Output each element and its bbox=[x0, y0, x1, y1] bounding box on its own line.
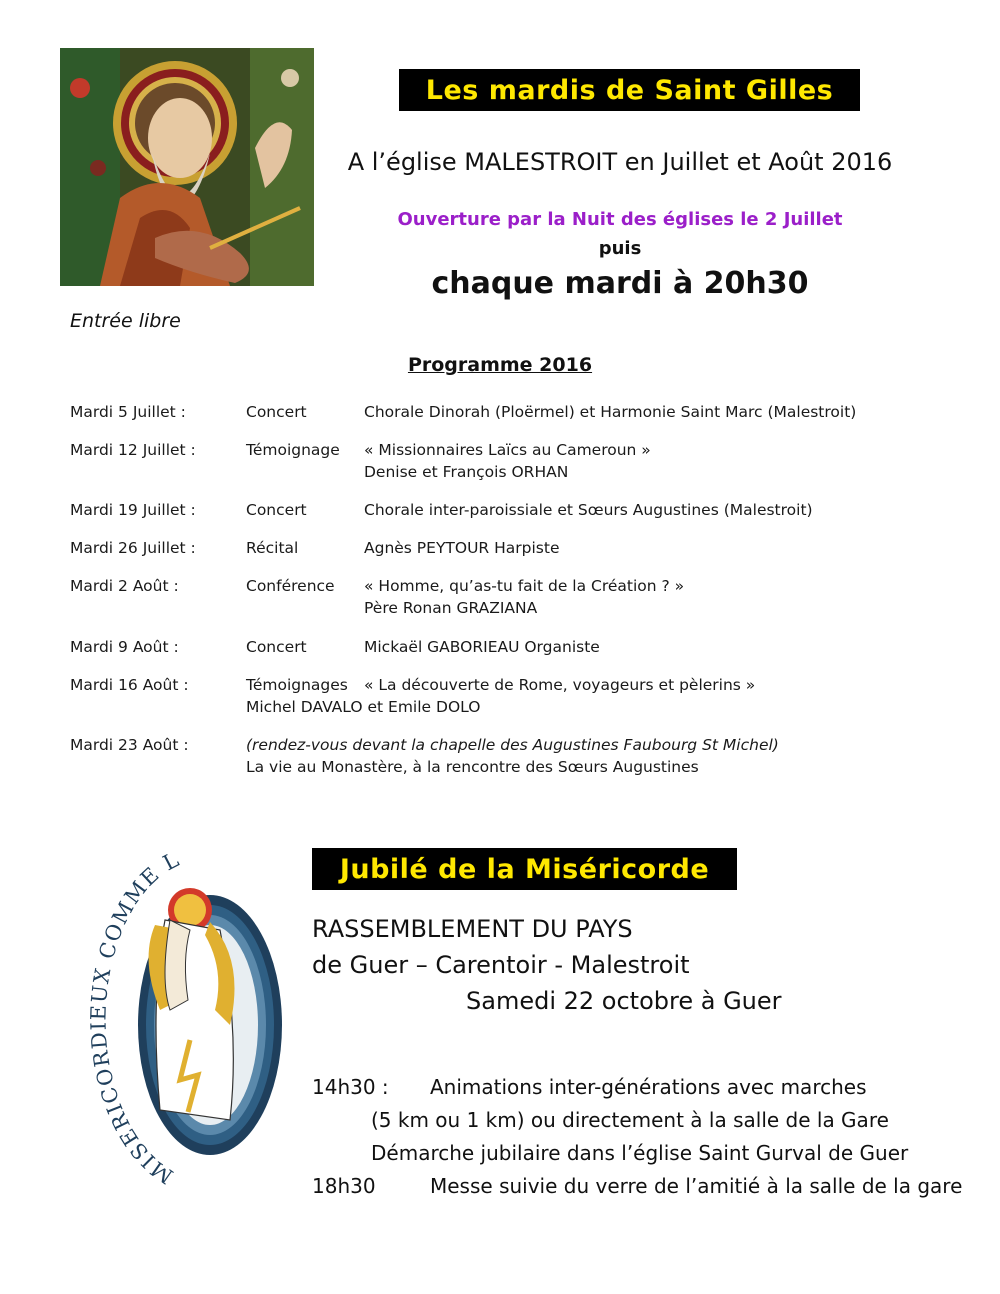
event-description: Démarche jubilaire dans l’église Saint Gurval de Guer bbox=[371, 1141, 909, 1165]
row-description: Chorale Dinorah (Ploërmel) et Harmonie Saint Marc (Malestroit) bbox=[364, 403, 857, 421]
row-performer: Michel DAVALO et Emile DOLO bbox=[246, 698, 481, 716]
row-performer: La vie au Monastère, à la rencontre des Sœurs Augustines bbox=[246, 758, 699, 776]
row-type: Témoignages bbox=[246, 676, 348, 694]
free-entry-text: Entrée libre bbox=[70, 310, 181, 332]
programme-row bbox=[0, 537, 1000, 559]
event-location: A l’église MALESTROIT en Juillet et Août 2016 bbox=[347, 148, 893, 176]
row-date: Mardi 19 Juillet : bbox=[70, 501, 196, 519]
opening-announcement: Ouverture par la Nuit des églises le 2 Juillet bbox=[397, 209, 843, 230]
gathering-parishes: de Guer – Carentoir - Malestroit bbox=[312, 951, 690, 979]
jubilee-logo-text: MISERICORDIEUX COMME L bbox=[86, 850, 184, 1189]
then-text: puis bbox=[598, 238, 642, 259]
row-description: « La découverte de Rome, voyageurs et pèlerins » bbox=[364, 676, 756, 694]
row-description: (rendez-vous devant la chapelle des Augustines Faubourg St Michel) bbox=[246, 736, 779, 754]
programme-row bbox=[0, 636, 1000, 658]
event-time: 18h30 bbox=[312, 1174, 376, 1198]
weekly-schedule: chaque mardi à 20h30 bbox=[431, 266, 809, 301]
saint-gilles-title-banner bbox=[399, 69, 860, 111]
programme-title: Programme 2016 bbox=[407, 354, 593, 376]
row-date: Mardi 26 Juillet : bbox=[70, 539, 196, 557]
row-description: Chorale inter-paroissiale et Sœurs Augustines (Malestroit) bbox=[364, 501, 813, 519]
row-date: Mardi 2 Août : bbox=[70, 577, 179, 595]
row-date: Mardi 16 Août : bbox=[70, 676, 189, 694]
programme-row bbox=[0, 499, 1000, 521]
row-performer: Denise et François ORHAN bbox=[364, 463, 569, 481]
row-date: Mardi 5 Juillet : bbox=[70, 403, 186, 421]
row-performer: Père Ronan GRAZIANA bbox=[364, 599, 538, 617]
event-description: (5 km ou 1 km) ou directement à la salle de la Gare bbox=[371, 1108, 889, 1132]
row-date: Mardi 12 Juillet : bbox=[70, 441, 196, 459]
programme-row bbox=[0, 674, 1000, 718]
saint-gilles-image bbox=[60, 48, 314, 286]
jubilee-title-banner bbox=[312, 848, 737, 890]
programme-row bbox=[0, 575, 1000, 619]
row-type: Récital bbox=[246, 539, 299, 557]
programme-row bbox=[0, 401, 1000, 423]
row-date: Mardi 23 Août : bbox=[70, 736, 189, 754]
gathering-heading: RASSEMBLEMENT DU PAYS bbox=[312, 915, 633, 943]
row-description: Mickaël GABORIEAU Organiste bbox=[364, 638, 600, 656]
row-description: « Homme, qu’as-tu fait de la Création ? » bbox=[364, 577, 685, 595]
row-type: Témoignage bbox=[246, 441, 340, 459]
event-time: 14h30 : bbox=[312, 1075, 389, 1099]
event-description: Messe suivie du verre de l’amitié à la salle de la gare bbox=[430, 1174, 963, 1198]
row-type: Concert bbox=[246, 638, 307, 656]
jubilee-title: Jubilé de la Miséricorde bbox=[339, 853, 710, 885]
gathering-date: Samedi 22 octobre à Guer bbox=[466, 987, 782, 1015]
programme-row bbox=[0, 734, 1000, 778]
event-description: Animations inter-générations avec marches bbox=[430, 1075, 867, 1099]
row-type: Concert bbox=[246, 501, 307, 519]
jubilee-logo bbox=[70, 850, 300, 1190]
saint-gilles-title: Les mardis de Saint Gilles bbox=[425, 74, 834, 106]
row-type: Conférence bbox=[246, 577, 335, 595]
row-date: Mardi 9 Août : bbox=[70, 638, 179, 656]
programme-row bbox=[0, 439, 1000, 483]
row-description: « Missionnaires Laïcs au Cameroun » bbox=[364, 441, 651, 459]
row-description: Agnès PEYTOUR Harpiste bbox=[364, 539, 560, 557]
row-type: Concert bbox=[246, 403, 307, 421]
